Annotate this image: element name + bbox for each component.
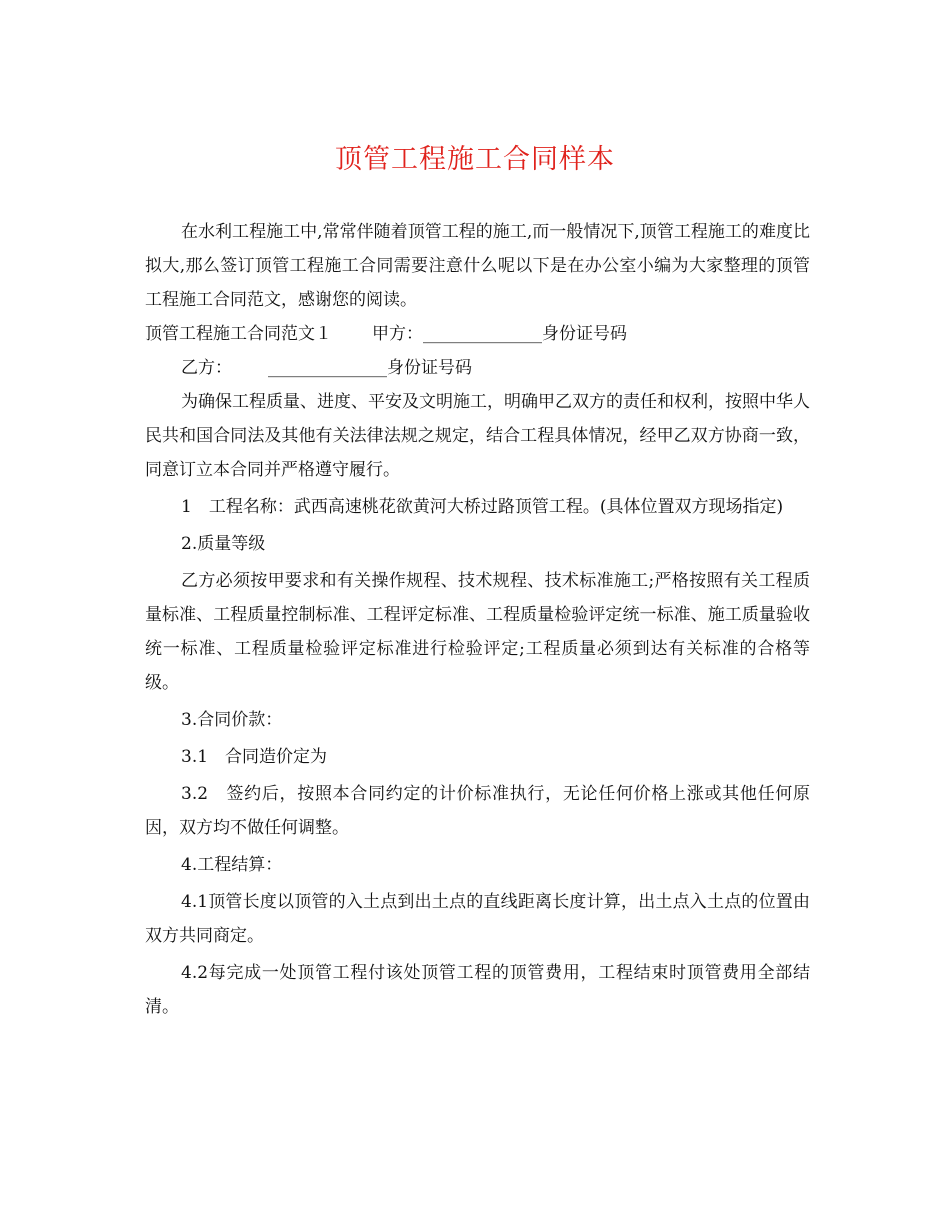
party-b-label: 乙方： — [181, 358, 232, 378]
party-a-label: 甲方： — [372, 324, 423, 344]
sample-heading: 顶管工程施工合同范文１ — [145, 324, 332, 344]
party-a-id-label: 身份证号码 — [542, 324, 627, 344]
intro-paragraph: 在水利工程施工中,常常伴随着顶管工程的施工,而一般情况下,顶管工程施工的难度比拟大,那么签订顶管工程施工合同需要注意什么呢以下是在办公室小编为大家整理的顶管工程施工合同范文，感谢您的阅读。 — [145, 222, 810, 310]
item-3-2-paragraph: 3.2 签约后，按照本合同约定的计价标准执行，无论任何价格上涨或其他任何原因，双方均不做任何调整。 — [145, 784, 810, 838]
document-body — [145, 215, 810, 1024]
party-b-blank: ______________ — [268, 358, 387, 378]
item-2-body: 乙方必须按甲要求和有关操作规程、技术规程、技术标准施工;严格按照有关工程质量标准、工程质量控制标准、工程评定标准、工程质量检验评定统一标准、施工质量验收统一标准、工程质量检验评定标准进行检验评定;工程质量必须到达有关标准的合格等级。 — [145, 571, 810, 693]
item-4-2-paragraph: 4.2每完成一处顶管工程付该处顶管工程的顶管费用，工程结束时顶管费用全部结清。 — [145, 963, 810, 1017]
party-b-id-label: 身份证号码 — [387, 358, 472, 378]
preamble-paragraph: 为确保工程质量、进度、平安及文明施工，明确甲乙双方的责任和权利，按照中华人民共和国合同法及其他有关法律法规之规定，结合工程具体情况，经甲乙双方协商一致，同意订立本合同并严格遵守履行。 — [145, 392, 810, 480]
item-3-1-paragraph: 3.1 合同造价定为 — [181, 747, 328, 767]
document-title: 顶管工程施工合同样本 — [335, 144, 615, 175]
party-b-line — [145, 351, 810, 385]
party-a-blank: ______________ — [423, 324, 542, 344]
item-4-heading: 4.工程结算： — [181, 855, 283, 875]
item-2-heading: 2.质量等级 — [181, 534, 266, 554]
item-3-heading: 3.合同价款： — [181, 710, 283, 730]
item-4-1-paragraph: 4.1顶管长度以顶管的入土点到出土点的直线距离长度计算，出土点入土点的位置由双方共同商定。 — [145, 892, 810, 946]
item-1-paragraph: 1 工程名称：武西高速桃花欲黄河大桥过路顶管工程。(具体位置双方现场指定) — [181, 497, 784, 517]
sample-heading-line — [145, 317, 810, 351]
